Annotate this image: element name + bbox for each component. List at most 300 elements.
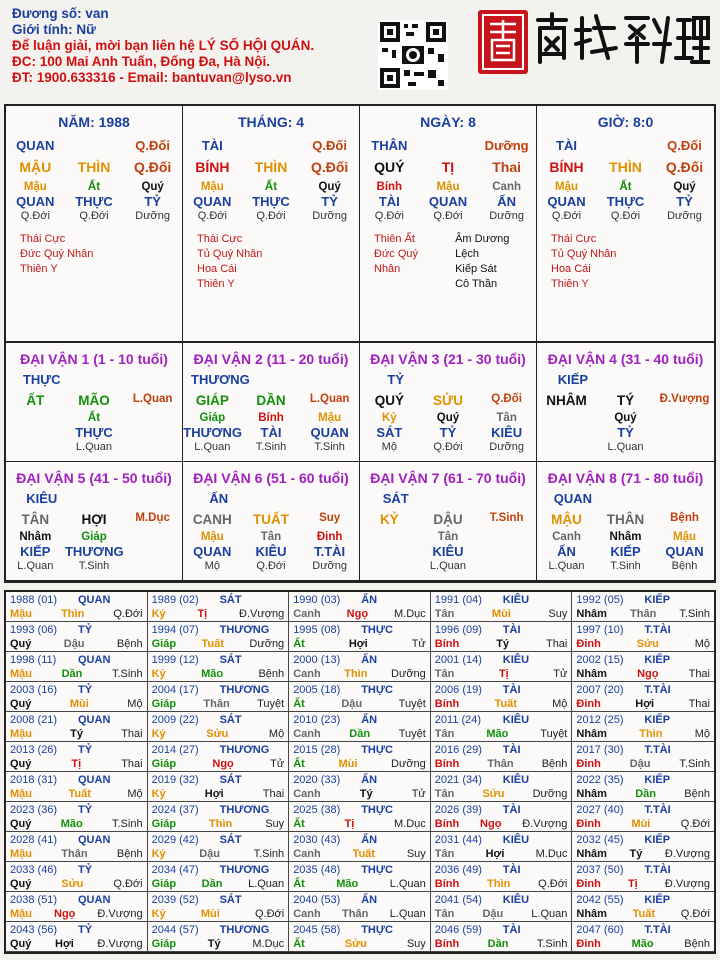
annual-year: 2036 (49) — [434, 864, 482, 876]
pillar-stars-col1 — [183, 232, 262, 292]
annual-line1 — [10, 744, 143, 756]
annual-cell[interactable] — [148, 682, 290, 712]
annual-stem: Nhâm — [576, 608, 607, 620]
annual-line1 — [576, 714, 710, 726]
annual-luck-grid — [4, 590, 716, 954]
annual-branch: Tuất — [352, 848, 375, 860]
dai-van-stem-value: QUÝ — [374, 393, 404, 408]
annual-cell[interactable] — [6, 622, 148, 652]
annual-state: M.Dục — [252, 938, 285, 950]
annual-line2 — [293, 758, 426, 770]
annual-stem: Quý — [10, 638, 32, 650]
dai-van-stem-value: THÂN — [606, 512, 645, 527]
annual-state: Mộ — [268, 728, 285, 740]
annual-cell[interactable] — [289, 652, 431, 682]
annual-branch: Mùi — [69, 698, 89, 710]
annual-branch: Ngọ — [637, 668, 659, 680]
annual-cell[interactable] — [6, 892, 148, 922]
annual-year: 2008 (21) — [10, 714, 58, 726]
dai-van-cell[interactable] — [6, 462, 183, 581]
dai-van-hidden-value: Đinh — [316, 531, 343, 543]
annual-line1 — [293, 594, 426, 606]
annual-line1 — [435, 834, 568, 846]
pillar-hidden-value: Mậu — [436, 181, 460, 193]
annual-year: 2007 (20) — [576, 684, 624, 696]
annual-god: ẤN — [361, 654, 378, 666]
dai-van-hidden-value: Ất — [87, 412, 101, 424]
annual-cell[interactable] — [289, 712, 431, 742]
annual-cell[interactable] — [6, 712, 148, 742]
annual-branch: Mùi — [491, 608, 511, 620]
annual-branch: Tị — [71, 758, 82, 770]
dai-van-hidden-value: Giáp — [199, 412, 226, 424]
annual-year: 2025 (38) — [293, 804, 341, 816]
annual-line2 — [293, 698, 426, 710]
pillar-stars — [183, 222, 359, 292]
annual-year: 2002 (15) — [576, 654, 624, 666]
annual-cell[interactable] — [431, 802, 573, 832]
dai-van-hidden-value: Quý — [614, 412, 637, 424]
dai-van-state-value: Mộ — [381, 441, 397, 453]
annual-cell[interactable] — [148, 772, 290, 802]
pillar-hidden-value: Mậu — [200, 181, 224, 193]
dai-van-cell[interactable] — [360, 462, 537, 581]
dai-van-hidden-row — [360, 412, 536, 424]
dai-van-cell[interactable] — [360, 343, 537, 462]
annual-cell[interactable] — [289, 742, 431, 772]
annual-god: THƯƠNG — [219, 924, 270, 936]
star-item: Thiên Ất — [374, 233, 415, 245]
star-item: Thiên Y — [551, 278, 589, 290]
dai-van-gods-value: SÁT — [376, 425, 403, 440]
annual-line1 — [152, 594, 285, 606]
annual-year: 2011 (24) — [434, 714, 482, 726]
annual-line1 — [293, 894, 426, 906]
pillar-title: GIỜ: 8:0 — [597, 114, 654, 130]
annual-stem: Tân — [434, 608, 455, 620]
pillar-state-row — [537, 210, 714, 222]
annual-year: 2019 (32) — [151, 774, 199, 786]
annual-god: TỶ — [78, 924, 93, 936]
annual-stem: Mậu — [10, 728, 32, 740]
annual-year: 2038 (51) — [10, 894, 58, 906]
annual-cell[interactable] — [6, 832, 148, 862]
annual-stem: Mậu — [10, 908, 32, 920]
pillar-state-value: Q.Đới — [433, 210, 463, 222]
annual-cell[interactable] — [148, 802, 290, 832]
annual-cell[interactable] — [6, 772, 148, 802]
dai-van-state-value: Dưỡng — [312, 560, 348, 572]
annual-cell[interactable] — [572, 712, 714, 742]
annual-god: T.TÀI — [644, 804, 671, 816]
annual-state: L.Quan — [389, 908, 426, 920]
star-item: Đức Quý Nhân — [374, 248, 419, 275]
pillar-stem-value: THÌN — [254, 159, 288, 175]
annual-cell[interactable] — [148, 862, 290, 892]
annual-state: Tử — [411, 638, 426, 650]
dai-van-stem-value: MẬU — [551, 512, 582, 527]
annual-state: Thai — [545, 638, 568, 650]
annual-line1 — [152, 744, 285, 756]
annual-god: TÀI — [502, 864, 521, 876]
annual-cell[interactable] — [431, 622, 573, 652]
annual-branch: Hợi — [635, 698, 655, 710]
annual-cell[interactable] — [431, 832, 573, 862]
annual-year: 2004 (17) — [151, 684, 199, 696]
annual-cell[interactable] — [572, 592, 714, 622]
dai-van-stem-value: SỬU — [433, 393, 463, 408]
annual-god: THƯƠNG — [219, 864, 270, 876]
annual-state: M.Dục — [394, 818, 426, 830]
annual-state: Q.Đới — [680, 908, 710, 920]
annual-state: Mộ — [552, 698, 568, 710]
annual-state: T.Sinh — [112, 668, 143, 680]
annual-cell[interactable] — [148, 892, 290, 922]
annual-state: Suy — [406, 938, 426, 950]
annual-stem: Canh — [293, 848, 321, 860]
annual-cell[interactable] — [572, 652, 714, 682]
annual-stem: Đinh — [576, 758, 601, 770]
annual-god: TÀI — [502, 744, 521, 756]
dai-van-top — [183, 491, 359, 506]
annual-god: TỶ — [78, 744, 93, 756]
annual-cell[interactable] — [148, 652, 290, 682]
dai-van-state-value — [537, 441, 595, 453]
annual-year: 2009 (22) — [151, 714, 199, 726]
pillar-state-row — [6, 210, 182, 222]
annual-state: Tử — [270, 758, 285, 770]
annual-stem: Ất — [293, 938, 305, 950]
annual-cell[interactable] — [148, 832, 290, 862]
annual-stem: Quý — [10, 878, 32, 890]
annual-line1 — [152, 834, 285, 846]
pillar-cell — [537, 106, 714, 343]
gender-value: Nữ — [76, 22, 96, 37]
annual-state: Đ.Vượng — [664, 848, 710, 860]
annual-stem: Ất — [293, 818, 305, 830]
annual-year: 2030 (43) — [293, 834, 341, 846]
annual-god: KIÊU — [502, 714, 530, 726]
annual-cell[interactable] — [148, 592, 290, 622]
annual-cell[interactable] — [289, 862, 431, 892]
annual-cell[interactable] — [431, 712, 573, 742]
annual-cell[interactable] — [572, 862, 714, 892]
pillar-stars-col1 — [360, 232, 447, 292]
annual-line2 — [293, 638, 426, 650]
owner-label: Đương số: — [12, 6, 82, 21]
annual-year: 2000 (13) — [293, 654, 341, 666]
annual-cell[interactable] — [431, 652, 573, 682]
pillar-cell — [183, 106, 360, 343]
pillar-gods-value: TÀI — [378, 194, 400, 209]
dai-van-hidden-value: Mậu — [673, 531, 696, 543]
pillar-hidden-row — [6, 181, 182, 193]
annual-god: SÁT — [219, 594, 242, 606]
dai-van-stem-value: GIÁP — [195, 393, 229, 408]
annual-cell[interactable] — [289, 802, 431, 832]
annual-cell[interactable] — [572, 772, 714, 802]
annual-year: 2024 (37) — [151, 804, 199, 816]
annual-line2 — [10, 728, 143, 740]
annual-line1 — [435, 714, 568, 726]
annual-cell[interactable] — [431, 922, 573, 952]
annual-year: 1996 (09) — [434, 624, 482, 636]
dai-van-cell[interactable] — [537, 462, 714, 581]
star-item: Thái Cực — [551, 233, 597, 245]
dai-van-stem-value: TUẤT — [252, 512, 289, 527]
annual-god: ẤN — [361, 894, 378, 906]
annual-branch: Dần — [201, 878, 223, 890]
annual-branch: Tý — [70, 728, 84, 740]
annual-year: 2043 (56) — [10, 924, 58, 936]
dai-van-hidden-row — [360, 531, 536, 543]
pillar-state-value: Dưỡng — [312, 210, 348, 222]
annual-branch: Dần — [635, 788, 657, 800]
annual-cell[interactable] — [572, 922, 714, 952]
annual-state: Bệnh — [541, 758, 568, 770]
annual-cell[interactable] — [289, 592, 431, 622]
annual-cell[interactable] — [431, 892, 573, 922]
pillar-stem-value: Q.Đối — [665, 159, 704, 175]
dai-van-top — [360, 491, 536, 506]
pillar-hidden-row — [360, 181, 536, 193]
dai-van-cell[interactable] — [6, 343, 183, 462]
annual-line2 — [293, 938, 426, 950]
annual-branch: Tý — [496, 638, 510, 650]
annual-line2 — [152, 698, 285, 710]
annual-branch: Thìn — [209, 818, 233, 830]
annual-year: 2023 (36) — [10, 804, 58, 816]
dai-van-top — [183, 372, 359, 387]
dai-van-cell[interactable] — [537, 343, 714, 462]
annual-line2 — [152, 758, 285, 770]
annual-line1 — [10, 774, 143, 786]
annual-line2 — [435, 758, 568, 770]
annual-year: 2003 (16) — [10, 684, 58, 696]
star-item: Âm Dương Lệch — [455, 233, 510, 260]
dai-van-gods-value: QUAN — [193, 544, 232, 559]
annual-state: T.Sinh — [536, 938, 568, 950]
annual-branch: Ngọ — [54, 908, 76, 920]
annual-cell[interactable] — [289, 922, 431, 952]
annual-stem: Đinh — [576, 638, 601, 650]
pillar-stars-col1 — [6, 232, 93, 277]
dai-van-stem-value: L.Quan — [132, 393, 173, 405]
annual-cell[interactable] — [6, 862, 148, 892]
pillar-state-value: Q.Đới — [20, 210, 50, 222]
annual-god: KIẾP — [644, 594, 671, 606]
pillar-state-value: Dưỡng — [667, 210, 702, 222]
dai-van-cell[interactable] — [183, 462, 360, 581]
dai-van-stem-value: CANH — [192, 512, 232, 527]
annual-branch: Thân — [61, 848, 88, 860]
annual-cell[interactable] — [572, 802, 714, 832]
annual-stem: Canh — [293, 668, 321, 680]
dai-van-gods-value: KIÊU — [491, 425, 523, 440]
dai-van-gods-row — [183, 425, 359, 440]
annual-cell[interactable] — [572, 682, 714, 712]
annual-branch: Dậu — [482, 908, 504, 920]
annual-branch: Dần — [61, 668, 83, 680]
annual-cell[interactable] — [289, 622, 431, 652]
pillar-title: NĂM: 1988 — [58, 114, 130, 130]
pillar-state-value: Q.Đới — [197, 210, 227, 222]
dai-van-stem-value: ẤT — [26, 393, 45, 408]
annual-branch: Tuất — [632, 908, 656, 920]
annual-stem: Kỷ — [151, 728, 166, 740]
annual-year: 2031 (44) — [434, 834, 482, 846]
pillar-gods-value: THỰC — [606, 194, 645, 209]
dai-van-gods-row — [6, 425, 182, 440]
annual-state: Tuyệt — [257, 698, 285, 710]
annual-stem: Quý — [10, 698, 32, 710]
annual-cell[interactable] — [6, 922, 148, 952]
pillar-gods-row — [360, 194, 536, 209]
pillar-gods-value: TỶ — [144, 194, 161, 209]
annual-cell[interactable] — [6, 682, 148, 712]
annual-cell[interactable] — [572, 832, 714, 862]
annual-stem: Nhâm — [576, 668, 607, 680]
dai-van-stem-value: Q.Đối — [491, 393, 522, 405]
dai-van-state-row — [360, 560, 536, 572]
annual-cell[interactable] — [6, 652, 148, 682]
annual-cell[interactable] — [148, 712, 290, 742]
pillar-title: NGÀY: 8 — [420, 114, 476, 130]
annual-line2 — [435, 878, 568, 890]
pillar-hidden-row — [537, 181, 714, 193]
annual-stem: Canh — [293, 608, 321, 620]
annual-year: 1989 (02) — [151, 594, 199, 606]
annual-branch: Dần — [349, 728, 371, 740]
annual-god: T.TÀI — [644, 864, 671, 876]
annual-year: 2016 (29) — [434, 744, 482, 756]
dai-van-top-god: KIẾP — [557, 372, 589, 387]
annual-god: KIÊU — [502, 774, 530, 786]
annual-cell[interactable] — [6, 592, 148, 622]
annual-stem: Tân — [434, 728, 455, 740]
annual-year: 1995 (08) — [293, 624, 341, 636]
pillar-top-row — [537, 138, 714, 153]
annual-stem: Ất — [293, 638, 305, 650]
annual-cell[interactable] — [6, 802, 148, 832]
annual-stem: Tân — [434, 788, 455, 800]
annual-cell[interactable] — [572, 742, 714, 772]
annual-line1 — [576, 894, 710, 906]
pillar-top-value: Q.Đối — [312, 138, 347, 153]
dai-van-state-value: L.Quan — [75, 441, 113, 453]
pillar-state-row — [360, 210, 536, 222]
annual-stem: Ất — [293, 878, 305, 890]
annual-line1 — [152, 924, 285, 936]
annual-stem: Đinh — [576, 698, 601, 710]
pillar-gods-row — [183, 194, 359, 209]
annual-cell[interactable] — [148, 922, 290, 952]
annual-year: 2037 (50) — [576, 864, 624, 876]
annual-cell[interactable] — [431, 862, 573, 892]
annual-line1 — [435, 624, 568, 636]
annual-cell[interactable] — [289, 832, 431, 862]
annual-line1 — [152, 894, 285, 906]
pillar-gods-value: QUAN — [547, 194, 586, 209]
annual-cell[interactable] — [431, 742, 573, 772]
annual-stem: Tân — [434, 668, 455, 680]
annual-line1 — [10, 654, 143, 666]
dai-van-gods-value — [478, 544, 536, 559]
pillar-gods-value: TỶ — [321, 194, 338, 209]
pillar-stem-value: TỊ — [441, 159, 455, 175]
pillar-top-value — [419, 138, 477, 153]
annual-cell[interactable] — [431, 592, 573, 622]
dai-van-state-value: L.Quan — [194, 441, 231, 453]
annual-year: 2028 (41) — [10, 834, 58, 846]
dai-van-stem-row — [537, 512, 714, 527]
annual-cell[interactable] — [289, 772, 431, 802]
annual-cell[interactable] — [148, 622, 290, 652]
dai-van-hidden-value — [124, 412, 182, 424]
annual-god: ẤN — [361, 774, 378, 786]
qr-code-icon[interactable] — [378, 20, 448, 90]
annual-line1 — [576, 594, 710, 606]
star-item: Hoa Cái — [197, 263, 237, 275]
annual-cell[interactable] — [431, 772, 573, 802]
annual-state: Q.Đới — [254, 908, 285, 920]
annual-stem: Nhâm — [576, 788, 607, 800]
annual-line1 — [435, 654, 568, 666]
annual-cell[interactable] — [148, 742, 290, 772]
annual-line1 — [10, 624, 143, 636]
annual-god: THỰC — [361, 744, 393, 756]
annual-cell[interactable] — [6, 742, 148, 772]
pillar-cell — [360, 106, 537, 343]
dai-van-title: ĐẠI VẬN 3 (21 - 30 tuổi) — [370, 351, 526, 367]
dai-van-stem-value: L.Quan — [309, 393, 350, 405]
annual-line2 — [576, 758, 710, 770]
star-item: Thiên Y — [197, 278, 235, 290]
annual-god: TÀI — [502, 924, 521, 936]
annual-line2 — [152, 878, 285, 890]
pillar-hidden-value: Bính — [376, 181, 403, 193]
annual-cell[interactable] — [431, 682, 573, 712]
annual-god: ẤN — [361, 594, 378, 606]
annual-cell[interactable] — [572, 622, 714, 652]
annual-cell[interactable] — [289, 892, 431, 922]
dai-van-stem-value: MÃO — [78, 393, 110, 408]
annual-line2 — [293, 878, 426, 890]
annual-line1 — [293, 624, 426, 636]
annual-year: 2042 (55) — [576, 894, 624, 906]
annual-stem: Giáp — [151, 698, 177, 710]
annual-line1 — [10, 894, 143, 906]
pillar-stars — [6, 222, 182, 277]
annual-god: QUAN — [78, 774, 111, 786]
annual-stem: Bính — [434, 938, 460, 950]
dai-van-cell[interactable] — [183, 343, 360, 462]
dai-van-gods-value: KIẾP — [20, 544, 51, 559]
dai-van-state-value: Mộ — [204, 560, 220, 572]
annual-line2 — [435, 638, 568, 650]
annual-line2 — [152, 788, 285, 800]
annual-line2 — [293, 728, 426, 740]
dai-van-hidden-row — [6, 531, 182, 543]
annual-year: 2034 (47) — [151, 864, 199, 876]
annual-line2 — [10, 938, 143, 950]
annual-cell[interactable] — [572, 892, 714, 922]
annual-cell[interactable] — [289, 682, 431, 712]
pillar-top-value: TÀI — [556, 138, 577, 153]
annual-branch: Mão — [631, 938, 654, 950]
annual-line1 — [576, 744, 710, 756]
annual-god: KIÊU — [502, 834, 530, 846]
